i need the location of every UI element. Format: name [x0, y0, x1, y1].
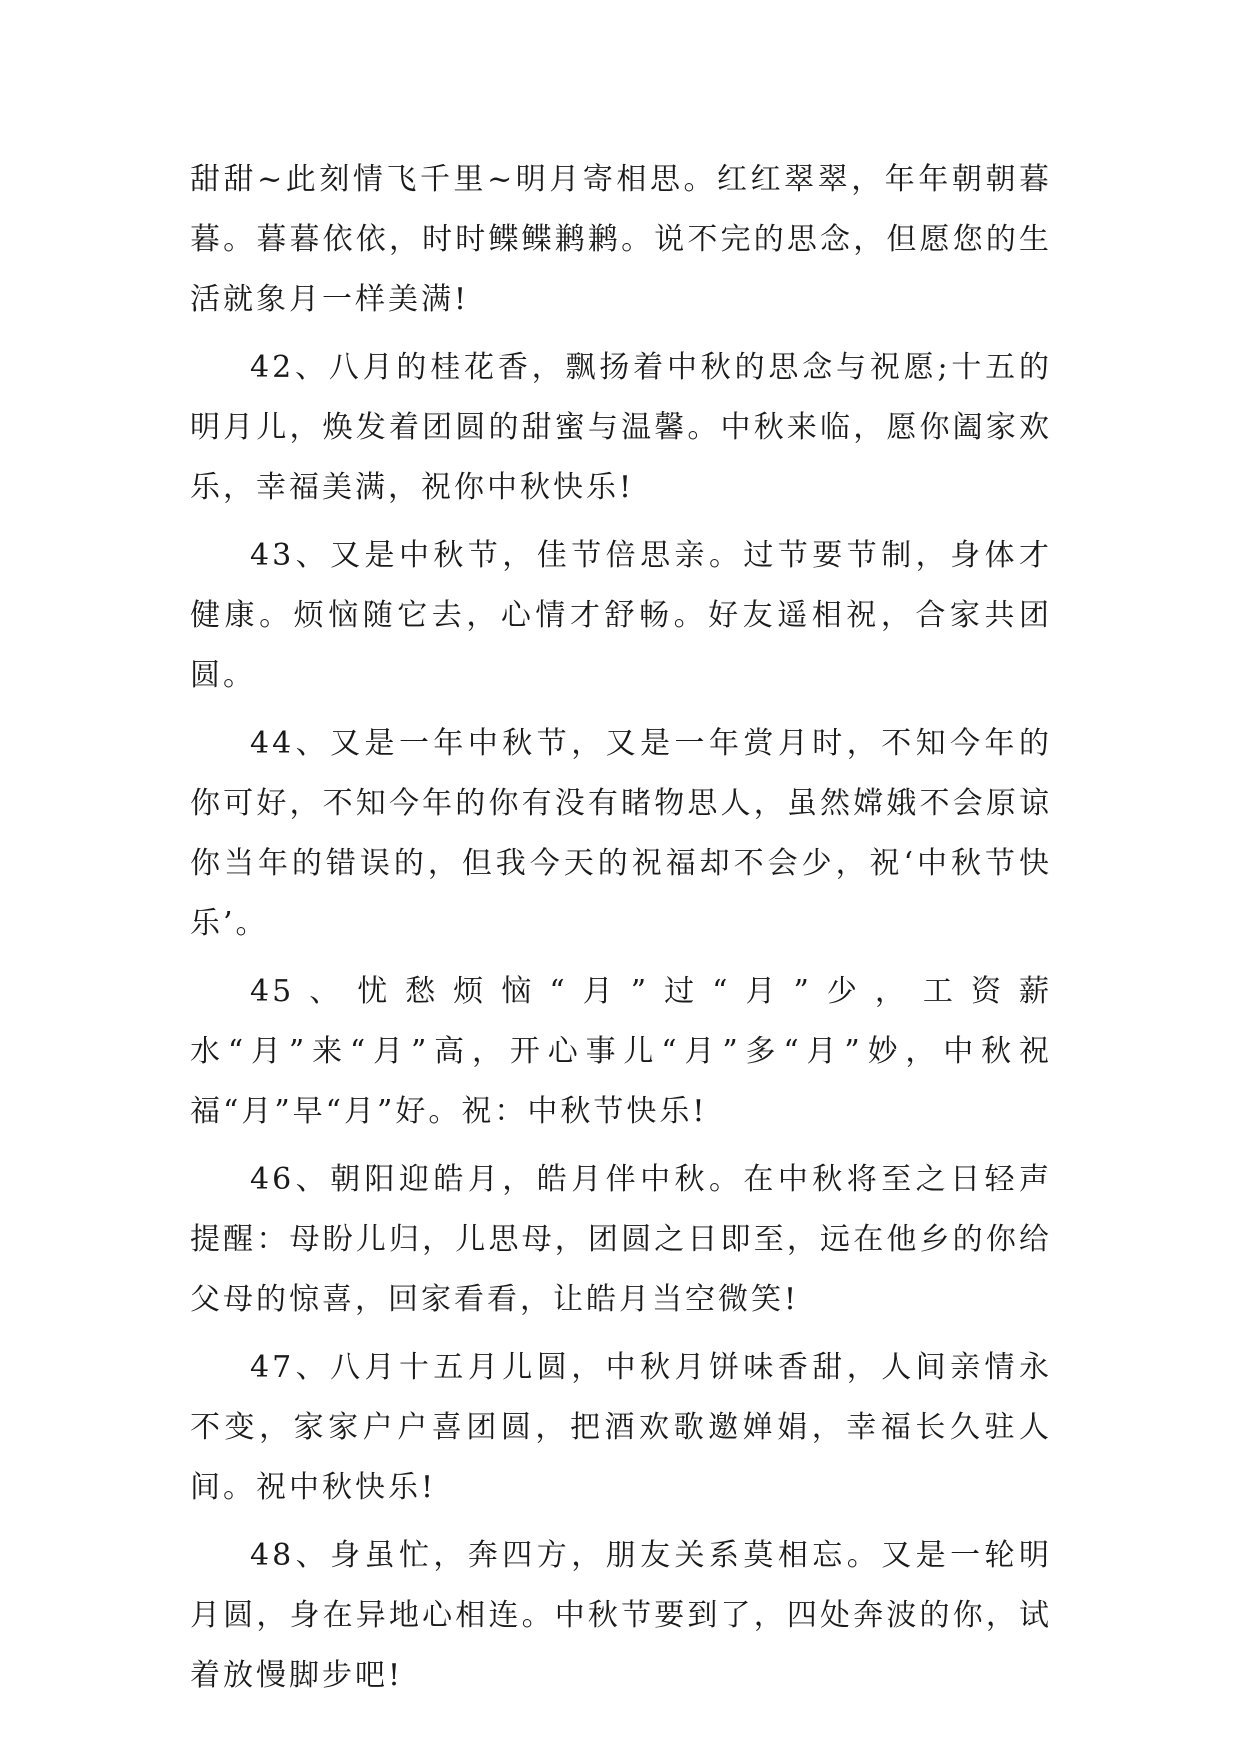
paragraph-47: 47、八月十五月儿圆，中秋月饼味香甜，人间亲情永不变，家家户户喜团圆，把酒欢歌邀婵娟，幸福长久驻人间。祝中秋快乐! — [190, 1350, 1052, 1505]
document-body — [190, 150, 1052, 1714]
paragraph-44: 44、又是一年中秋节，又是一年赏月时，不知今年的你可好，不知今年的你有没有睹物思人，虽然嫦娥不会原谅你当年的错误的，但我今天的祝福却不会少，祝‘中秋节快乐’。 — [190, 726, 1052, 941]
paragraph-43: 43、又是中秋节，佳节倍思亲。过节要节制，身体才健康。烦恼随它去，心情才舒畅。好友遥相祝，合家共团圆。 — [190, 538, 1052, 693]
paragraph-48: 48、身虽忙，奔四方，朋友关系莫相忘。又是一轮明月圆，身在异地心相连。中秋节要到了，四处奔波的你，试着放慢脚步吧! — [190, 1538, 1052, 1693]
paragraph-45: 45、忧愁烦恼“月”过“月”少，工资薪水“月”来“月”高，开心事儿“月”多“月”妙，中秋祝福“月”早“月”好。祝：中秋节快乐! — [190, 974, 1052, 1129]
paragraph-41-continued: 甜甜~此刻情飞千里~明月寄相思。红红翠翠，年年朝朝暮暮。暮暮依依，时时鲽鲽鹣鹣。说不完的思念，但愿您的生活就象月一样美满! — [190, 162, 1052, 317]
paragraph-42: 42、八月的桂花香，飘扬着中秋的思念与祝愿;十五的明月儿，焕发着团圆的甜蜜与温馨。中秋来临，愿你阖家欢乐，幸福美满，祝你中秋快乐! — [190, 350, 1052, 505]
paragraph-46: 46、朝阳迎皓月，皓月伴中秋。在中秋将至之日轻声提醒：母盼儿归，儿思母，团圆之日即至，远在他乡的你给父母的惊喜，回家看看，让皓月当空微笑! — [190, 1162, 1052, 1317]
